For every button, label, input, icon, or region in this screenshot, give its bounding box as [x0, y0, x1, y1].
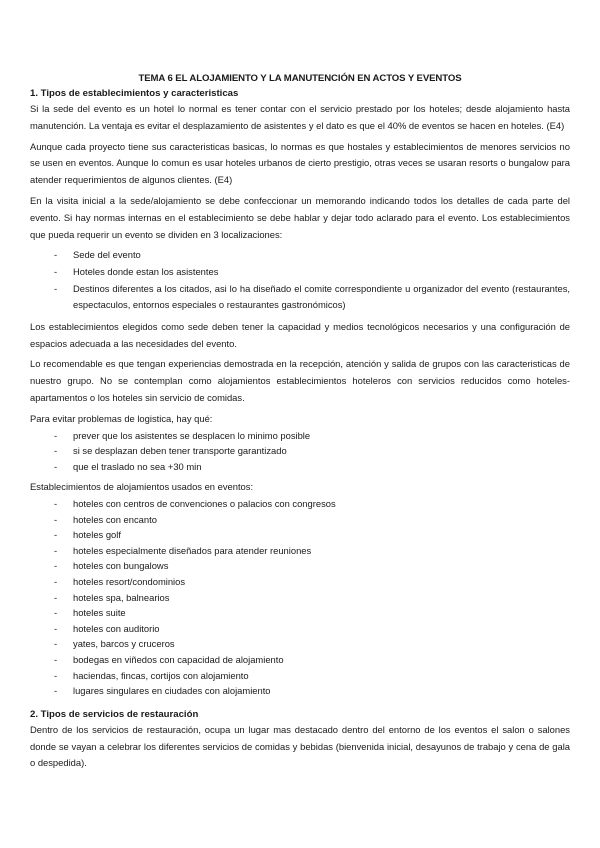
list-item: - hoteles con bungalows	[30, 558, 570, 574]
dash-bullet: -	[54, 544, 58, 556]
list-item: - hoteles especialmente diseñados para atender reuniones	[30, 543, 570, 559]
section-1-paragraph-1: Si la sede del evento es un hotel lo normal es tener contar con el servicio prestado por los hoteles; desde alojamiento hasta manutención. La ventaja es evitar el desplazamiento de asistentes y el dato es que el 40% de eventos se hacen en hoteles. (E4)	[30, 103, 570, 131]
list-item: - prever que los asistentes se desplacen lo minimo posible	[30, 428, 570, 444]
list-item: - si se desplazan deben tener transporte garantizado	[30, 443, 570, 459]
logistics-intro: Para evitar problemas de logistica, hay qué:	[30, 412, 213, 424]
dash-bullet: -	[54, 429, 58, 441]
dash-bullet: -	[54, 654, 58, 666]
dash-bullet: -	[54, 513, 58, 525]
list-item: - Destinos diferentes a los citados, asi lo ha diseñado el comite correspondiente u organizador del evento (restaurantes, espectaculos, entornos especiales o restaurantes gastronómicos)	[54, 282, 570, 311]
list-item: - hoteles spa, balnearios	[30, 590, 570, 606]
list-item: - Hoteles donde estan los asistentes	[30, 264, 570, 281]
list-item: - bodegas en viñedos con capacidad de alojamiento	[30, 652, 570, 668]
locations-list	[30, 247, 570, 313]
dash-bullet: -	[54, 685, 58, 697]
section-1-heading: 1. Tipos de establecimientos y caracteristicas	[30, 88, 239, 99]
list-item: - que el traslado no sea +30 min	[30, 459, 570, 475]
dash-bullet: -	[54, 607, 58, 619]
list-item: - hoteles resort/condominios	[30, 574, 570, 590]
dash-bullet: -	[54, 265, 58, 277]
list-item: - hoteles con encanto	[30, 512, 570, 528]
section-2-heading: 2. Tipos de servicios de restauración	[30, 708, 199, 720]
section-2-paragraph-1: Dentro de los servicios de restauración, ocupa un lugar mas destacado dentro del entorno de los eventos el salon o salones donde se vayan a celebrar los diferentes servicios de comidas y bebidas (bienvenida inicial, desayunos de trabajo y cena de gala o despedida).	[30, 723, 570, 769]
dash-bullet: -	[54, 445, 58, 457]
list-item: - hoteles con centros de convenciones o palacios con congresos	[30, 496, 570, 512]
section-1-paragraph-3: En la visita inicial a la sede/alojamiento se debe confeccionar un memorando indicando todos los detalles de cada parte del evento. Si hay normas internas en el establecimiento se debe hablar y dejar todo aclarado para el evento. Los establecimientos que pueda requerir un evento se dividen en 3 localizaciones:	[30, 194, 570, 240]
dash-bullet: -	[54, 638, 58, 650]
list-item: - hoteles golf	[30, 527, 570, 543]
dash-bullet: -	[54, 249, 58, 261]
dash-bullet: -	[54, 591, 58, 603]
dash-bullet: -	[54, 669, 58, 681]
dash-bullet: -	[54, 498, 58, 510]
logistics-list	[30, 428, 570, 475]
section-1-paragraph-2: Aunque cada proyecto tiene sus caracteristicas basicas, lo normas es que hostales y establecimientos de menores servicios no se usen en eventos. Aunque lo comun es usar hoteles urbanos de cierto prestigio, otras veces se usaran resorts o bungalow para atender requerimientos de algunos clientes. (E4)	[30, 140, 570, 186]
types-list	[30, 496, 570, 699]
list-item: - hoteles con auditorio	[30, 621, 570, 637]
dash-bullet: -	[54, 560, 58, 572]
dash-bullet: -	[54, 460, 58, 472]
page-title: TEMA 6 EL ALOJAMIENTO Y LA MANUTENCIÓN EN ACTOS Y EVENTOS	[138, 73, 462, 84]
list-item: - hoteles suite	[30, 605, 570, 621]
dash-bullet: -	[54, 282, 58, 294]
dash-bullet: -	[54, 576, 58, 588]
section-1-paragraph-5: Lo recomendable es que tengan experiencias demostrada en la recepción, atención y salida de grupos con las caracteristicas de nuestro grupo. No se contemplan como alojamientos establecimientos hoteleros con servicios reducidos como hoteles-apartamentos o los hoteles sin servicio de comidas.	[30, 358, 570, 403]
list-item: - haciendas, fincas, cortijos con alojamiento	[30, 668, 570, 684]
section-1-paragraph-4: Los establecimientos elegidos como sede deben tener la capacidad y medios tecnológicos necesarios y una configuración de espacios adecuada a las necesidades del evento.	[30, 320, 570, 349]
list-item: - Sede del evento	[30, 247, 570, 264]
types-intro: Establecimientos de alojamientos usados en eventos:	[30, 481, 254, 493]
list-item: - yates, barcos y cruceros	[30, 636, 570, 652]
dash-bullet: -	[54, 622, 58, 634]
dash-bullet: -	[54, 529, 58, 541]
list-item: - lugares singulares en ciudades con alojamiento	[30, 683, 570, 699]
